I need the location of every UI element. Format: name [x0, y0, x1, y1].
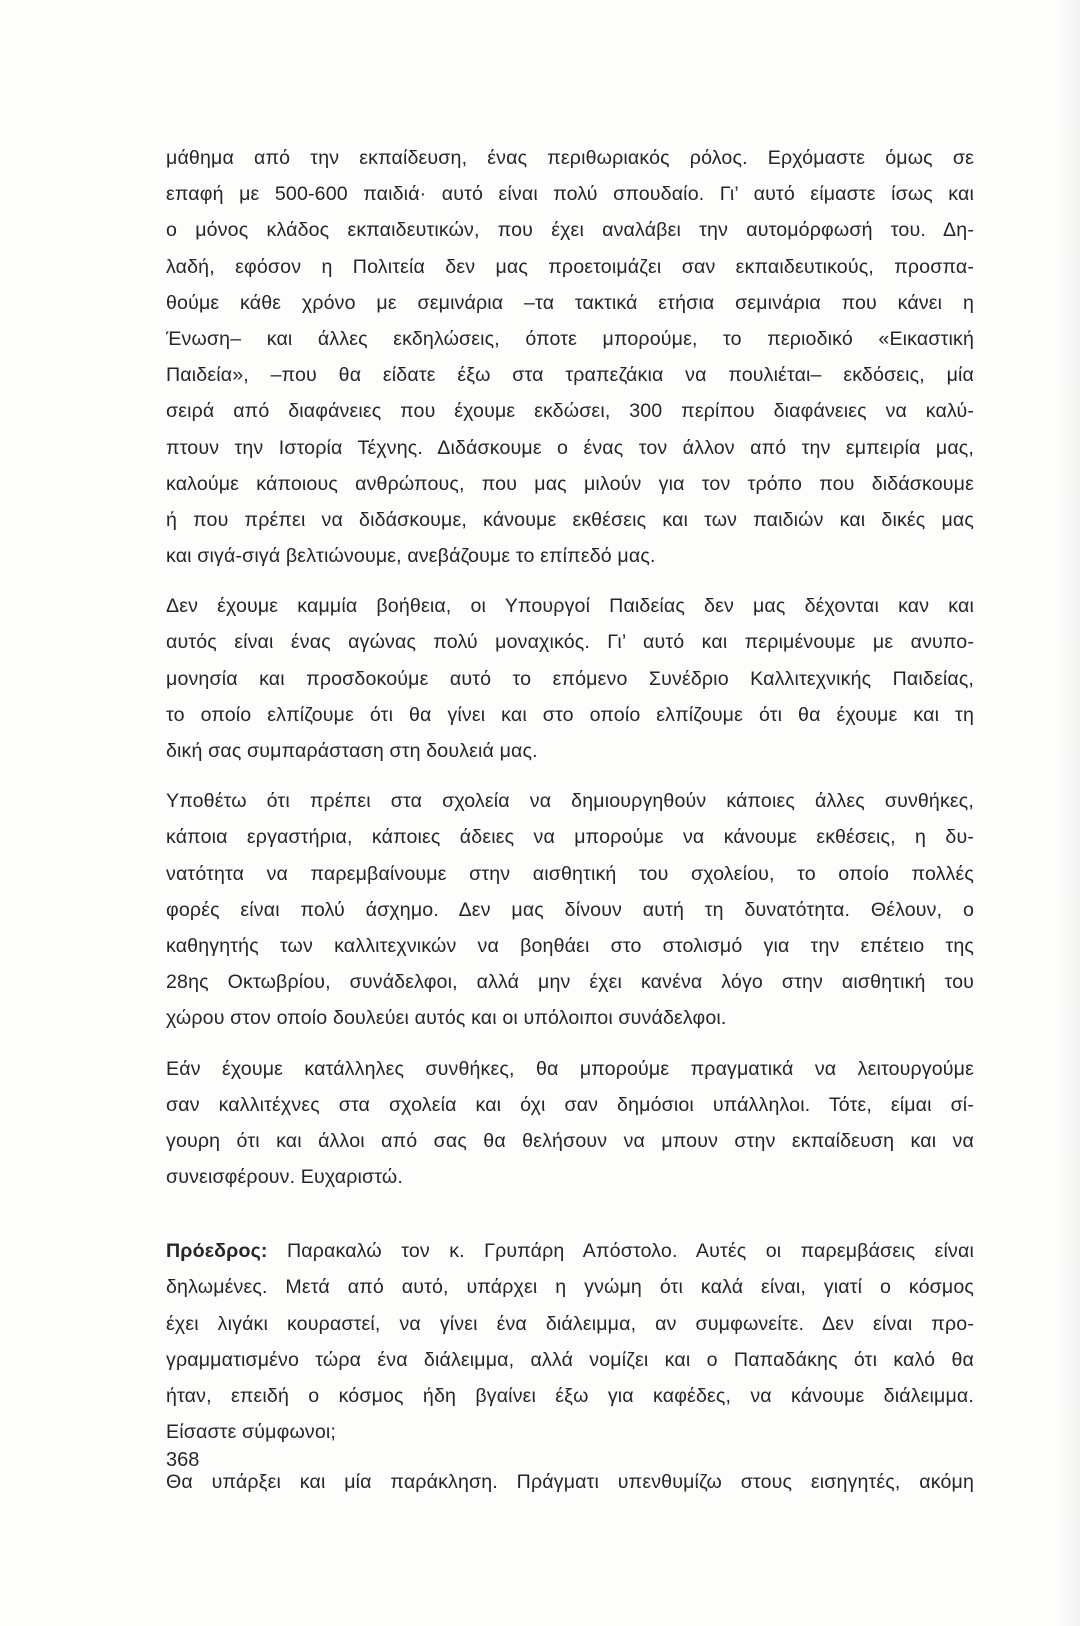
text-line: 28ης Οκτωβρίου, συνάδελφοι, αλλά μην έχει κανένα λόγο στην αισθητική του	[166, 971, 974, 994]
paragraph-gap	[166, 769, 974, 783]
final-paragraph	[166, 1464, 974, 1500]
page-edge-shadow	[1058, 0, 1080, 1626]
text-line: θούμε κάθε χρόνο με σεμινάρια –τα τακτικά ετήσια σεμινάρια που κάνει η	[166, 291, 974, 314]
paragraph-gap	[166, 1450, 974, 1464]
paragraph-gap	[166, 574, 974, 588]
text-line: ο μόνος κλάδος εκπαιδευτικών, που έχει αναλάβει την αυτομόρφωσή του. Δη-	[166, 219, 974, 242]
body-text	[166, 140, 974, 1501]
text-line: Δεν έχουμε καμμία βοήθεια, οι Υπουργοί Παιδείας δεν μας δέχονται καν και	[166, 595, 974, 618]
section-gap	[166, 1195, 974, 1233]
speaker-text: Παρακαλώ τον κ. Γρυπάρη Απόστολο. Αυτές οι παρεμβάσεις είναι	[267, 1240, 974, 1263]
text-line: Θα υπάρξει και μία παράκληση. Πράγματι υπενθυμίζω στους εισηγητές, ακόμη	[166, 1471, 974, 1494]
president-remarks	[166, 1233, 974, 1450]
text-line: πτουν την Ιστορία Τέχνης. Διδάσκουμε ο ένας τον άλλον από την εμπειρία μας,	[166, 436, 974, 459]
text-line: γραμματισμένο τώρα ένα διάλειμμα, αλλά νομίζει και ο Παπαδάκης ότι καλό θα	[166, 1348, 974, 1371]
text-line: ήταν, επειδή ο κόσμος ήδη βγαίνει έξω για καφέδες, να κάνουμε διάλειμμα.	[166, 1385, 974, 1407]
text-line: μάθημα από την εκπαίδευση, ένας περιθωριακός ρόλος. Ερχόμαστε όμως σε	[166, 147, 974, 169]
paragraph-gap	[166, 1037, 974, 1051]
text-line: και σιγά-σιγά βελτιώνουμε, ανεβάζουμε το επίπεδό μας.	[166, 545, 656, 568]
text-line: κάποια εργαστήρια, κάποιες άδειες να μπορούμε να κάνουμε εκθέσεις, η δυ-	[166, 826, 974, 849]
text-line: γουρη ότι και άλλοι από σας θα θελήσουν να μπουν στην εκπαίδευση και να	[166, 1129, 974, 1152]
text-line: μονησία και προσδοκούμε αυτό το επόμενο Συνέδριο Καλλιτεχνικής Παιδείας,	[166, 667, 974, 690]
text-line: φορές είναι πολύ άσχημο. Δεν μας δίνουν αυτή τη δυνατότητα. Θέλουν, ο	[166, 898, 974, 921]
text-line: δική σας συμπαράσταση στη δουλειά μας.	[166, 740, 538, 762]
text-line: Ένωση– και άλλες εκδηλώσεις, όποτε μπορούμε, το περιοδικό «Εικαστική	[166, 327, 974, 350]
text-line: αυτός είναι ένας αγώνας πολύ μοναχικός. Γι’ αυτό και περιμένουμε με ανυπο-	[166, 631, 974, 654]
text-line: λαδή, εφόσον η Πολιτεία δεν μας προετοιμάζει σαν εκπαιδευτικούς, προσπα-	[166, 255, 974, 278]
paragraph-3	[166, 783, 974, 1036]
text-line: συνεισφέρουν. Ευχαριστώ.	[166, 1166, 403, 1189]
text-line: χώρου στον οποίο δουλεύει αυτός και οι υπόλοιποι συνάδελφοι.	[166, 1007, 727, 1030]
text-line	[166, 1233, 974, 1269]
text-line: το οποίο ελπίζουμε ότι θα γίνει και στο οποίο ελπίζουμε ότι θα έχουμε και τη	[166, 703, 974, 726]
page-number: 368	[166, 1449, 200, 1471]
text-line: έχει λιγάκι κουραστεί, να γίνει ένα διάλειμμα, αν συμφωνείτε. Δεν είναι προ-	[166, 1312, 974, 1335]
paragraph-1	[166, 140, 974, 574]
paragraph-4	[166, 1051, 974, 1196]
text-line: επαφή με 500-600 παιδιά· αυτό είναι πολύ σπουδαίο. Γι’ αυτό είμαστε ίσως και	[166, 183, 974, 206]
text-line: Υποθέτω ότι πρέπει στα σχολεία να δημιουργηθούν κάποιες άλλες συνθήκες,	[166, 790, 974, 813]
text-line: δηλωμένες. Μετά από αυτό, υπάρχει η γνώμη ότι καλά είναι, γιατί ο κόσμος	[166, 1276, 974, 1299]
text-line: σειρά από διαφάνειες που έχουμε εκδώσει, 300 περίπου διαφάνειες να καλύ-	[166, 400, 974, 423]
text-line: Παιδεία», –που θα είδατε έξω στα τραπεζάκια να πουλιέται– εκδόσεις, μία	[166, 364, 974, 387]
text-line: σαν καλλιτέχνες στα σχολεία και όχι σαν δημόσιοι υπάλληλοι. Τότε, είμαι σί-	[166, 1093, 974, 1116]
paragraph-2	[166, 588, 974, 769]
text-line: Είσαστε σύμφωνοι;	[166, 1421, 336, 1444]
text-line: ή που πρέπει να διδάσκουμε, κάνουμε εκθέσεις και των παιδιών και δικές μας	[166, 508, 974, 531]
text-line: νατότητα να παρεμβαίνουμε στην αισθητική του σχολείου, το οποίο πολλές	[166, 862, 974, 885]
text-line: καθηγητής των καλλιτεχνικών να βοηθάει στο στολισμό για την επέτειο της	[166, 934, 974, 957]
text-line: Εάν έχουμε κατάλληλες συνθήκες, θα μπορούμε πραγματικά να λειτουργούμε	[166, 1057, 974, 1080]
speaker-label: Πρόεδρος:	[166, 1240, 268, 1263]
text-line: καλούμε κάποιους ανθρώπους, που μας μιλούν για τον τρόπο που διδάσκουμε	[166, 472, 974, 495]
